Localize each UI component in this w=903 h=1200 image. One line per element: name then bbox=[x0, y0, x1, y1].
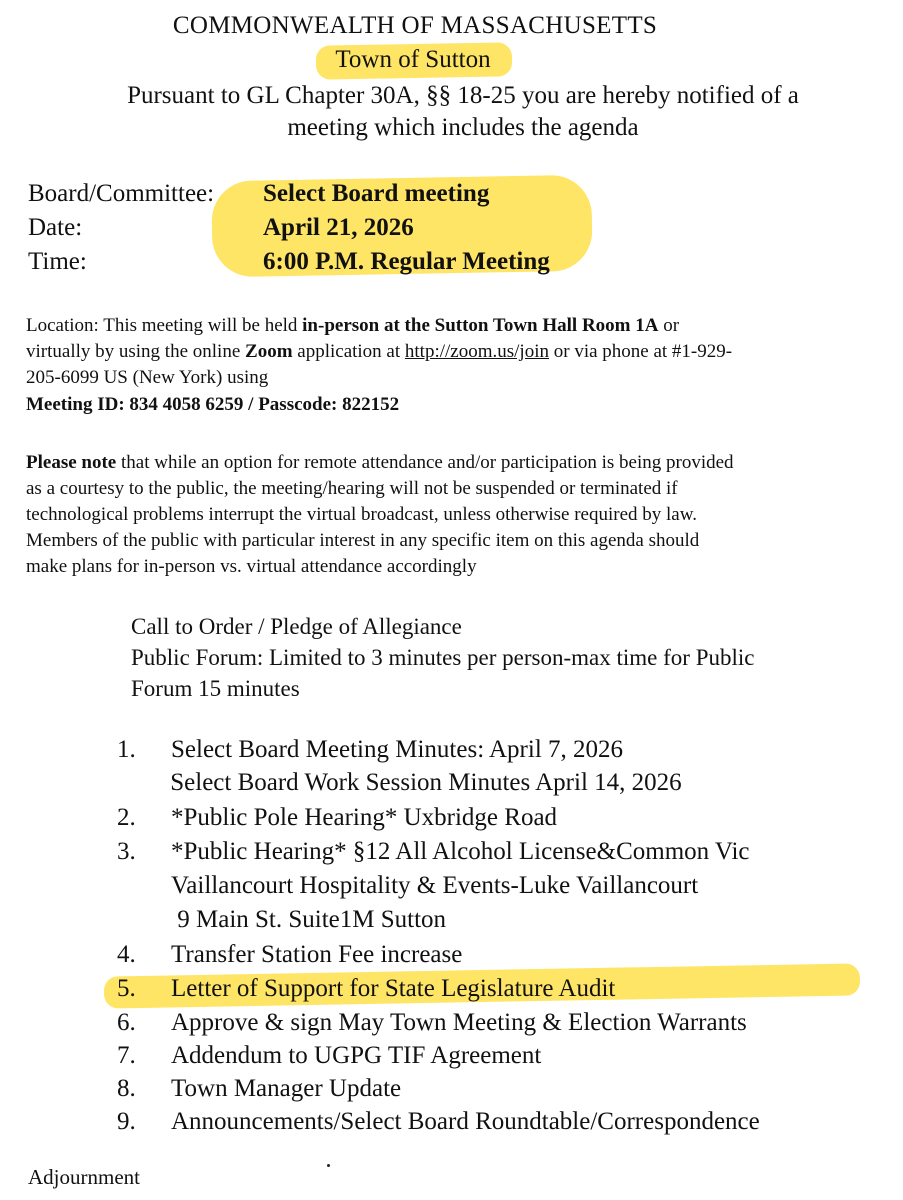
agenda-item-5-number: 5. bbox=[117, 975, 136, 1002]
agenda-item-1-number: 1. bbox=[117, 736, 136, 763]
location-phone-prefix: or via phone at #1-929- bbox=[549, 341, 733, 362]
adjournment: Adjournment bbox=[28, 1165, 140, 1189]
agenda-item-3-line-1: *Public Hearing* §12 All Alcohol License&Common Vic bbox=[171, 838, 750, 865]
header-town: Town of Sutton bbox=[335, 46, 491, 73]
location-prefix: Location: This meeting will be held bbox=[26, 315, 303, 336]
agenda-item-8-line-1: Town Manager Update bbox=[171, 1075, 402, 1102]
agenda-item-9-line-1: Announcements/Select Board Roundtable/Correspondence bbox=[171, 1108, 760, 1135]
agenda-item-3-line-3: 9 Main St. Suite1M Sutton bbox=[171, 906, 447, 933]
board-label: Board/Committee: bbox=[28, 180, 215, 207]
header-meeting-includes: meeting which includes the agenda bbox=[287, 114, 639, 141]
agenda-item-3-number: 3. bbox=[117, 838, 136, 865]
agenda-item-3-line-2: Vaillancourt Hospitality & Events-Luke Vaillancourt bbox=[171, 872, 699, 899]
notice-line-3: technological problems interrupt the virtual broadcast, unless otherwise required by law. bbox=[26, 504, 697, 525]
header-commonwealth: COMMONWEALTH OF MASSACHUSETTS bbox=[172, 12, 658, 39]
public-forum-line-1: Public Forum: Limited to 3 minutes per person-max time for Public bbox=[131, 645, 755, 670]
agenda-item-6-number: 6. bbox=[117, 1009, 136, 1036]
agenda-item-7-line-1: Addendum to UGPG TIF Agreement bbox=[171, 1042, 542, 1069]
date-value: April 21, 2026 bbox=[263, 214, 414, 241]
notice-line-1 bbox=[26, 452, 734, 474]
notice-please-note: Please note bbox=[26, 452, 117, 473]
agenda-item-6-line-1: Approve & sign May Town Meeting & Election Warrants bbox=[171, 1009, 747, 1036]
notice-line-1-rest: that while an option for remote attendance and/or participation is being provided bbox=[116, 452, 734, 473]
location-zoom: Zoom bbox=[245, 341, 293, 362]
agenda-item-1-line-2: Select Board Work Session Minutes April 14, 2026 bbox=[164, 769, 682, 796]
notice-line-2: as a courtesy to the public, the meeting/hearing will not be suspended or terminated if bbox=[26, 478, 678, 499]
date-label: Date: bbox=[28, 214, 83, 241]
notice-line-4: Members of the public with particular interest in any specific item on this agenda should bbox=[26, 530, 700, 551]
location-virtual-prefix: virtually by using the online bbox=[26, 341, 246, 362]
board-value: Select Board meeting bbox=[263, 180, 490, 207]
agenda-item-8-number: 8. bbox=[117, 1075, 136, 1102]
zoom-join-link[interactable]: http://zoom.us/join bbox=[404, 341, 549, 362]
time-value: 6:00 P.M. Regular Meeting bbox=[263, 248, 550, 275]
time-label: Time: bbox=[28, 248, 87, 275]
call-to-order: Call to Order / Pledge of Allegiance bbox=[131, 614, 462, 639]
agenda-item-5-line-1: Letter of Support for State Legislature Audit bbox=[171, 975, 616, 1002]
location-line-3: 205-6099 US (New York) using bbox=[26, 367, 269, 388]
stray-dot bbox=[327, 1164, 330, 1167]
agenda-item-4-number: 4. bbox=[117, 941, 136, 968]
location-venue: in-person at the Sutton Town Hall Room 1A bbox=[302, 315, 659, 336]
agenda-item-2-line-1: *Public Pole Hearing* Uxbridge Road bbox=[171, 804, 558, 831]
location-application-at: application at bbox=[292, 341, 405, 362]
agenda-item-2-number: 2. bbox=[117, 804, 136, 831]
location-line-2 bbox=[26, 341, 732, 363]
agenda-item-4-line-1: Transfer Station Fee increase bbox=[171, 941, 463, 968]
public-forum-line-2: Forum 15 minutes bbox=[131, 676, 300, 701]
agenda-item-1-line-1: Select Board Meeting Minutes: April 7, 2026 bbox=[171, 736, 624, 763]
meeting-id-passcode: Meeting ID: 834 4058 6259 / Passcode: 822152 bbox=[26, 394, 400, 415]
header-pursuant: Pursuant to GL Chapter 30A, §§ 18-25 you are hereby notified of a bbox=[127, 82, 799, 109]
location-line-1 bbox=[26, 315, 679, 337]
notice-line-5: make plans for in-person vs. virtual attendance accordingly bbox=[26, 556, 477, 577]
agenda-item-9-number: 9. bbox=[117, 1108, 136, 1135]
agenda-item-7-number: 7. bbox=[117, 1042, 136, 1069]
location-or: or bbox=[658, 315, 680, 336]
